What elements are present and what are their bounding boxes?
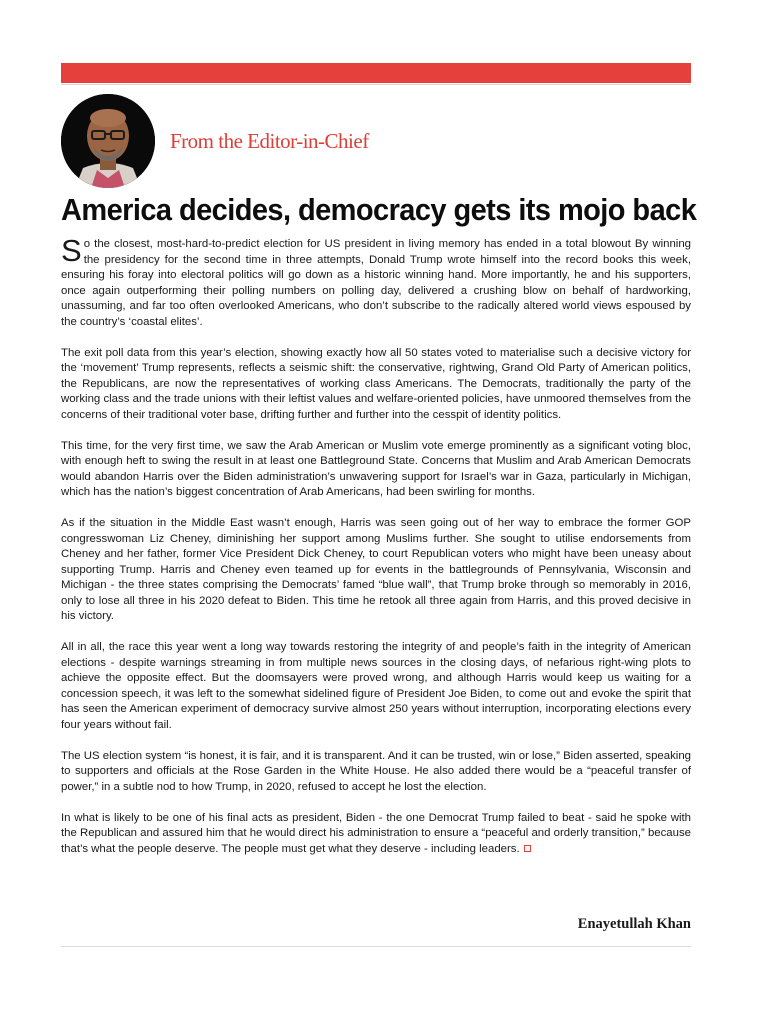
article-paragraph: The exit poll data from this year’s election, showing exactly how all 50 states voted to materialise such a decisive victory for the ‘movement’ Trump represents, reflects a seismic shift: the conservative, rightwing, Grand Old Party of American politics, the Republicans, are now the representatives of working class Americans. The Democrats, traditionally the party of the working class and the trade unions with their leftist values and welfare-oriented policies, have unmoored themselves from the concerns of their traditional voter base, drifting further and further into the cesspit of identity politics. <box>61 346 691 421</box>
header-divider <box>61 84 691 85</box>
article-paragraph <box>61 811 691 858</box>
article-paragraph: All in all, the race this year went a long way towards restoring the integrity of and people’s faith in the integrity of American elections - despite warnings streaming in from multiple news sources in the closing days, of nefarious right-wing plots to achieve the opposite effect. But the doomsayers were proved wrong, and although Harris would keep us waiting for a concession speech, it was left to the somewhat sidelined figure of President Joe Biden, to come out and evoke the spirit that has seen the American experiment of democracy survive almost 250 years without interruption, incorporating elections every four years without fail. <box>61 641 691 731</box>
article-paragraph: The US election system “is honest, it is fair, and it is transparent. And it can be trusted, win or lose,” Biden asserted, speaking to supporters and officials at the Rose Garden in the White House. He also added there would be a “peaceful transfer of power,” in a subtle nod to how Trump, in 2020, refused to accept he lost the election. <box>61 749 691 793</box>
editor-avatar <box>61 94 155 188</box>
editor-portrait-icon <box>61 94 155 188</box>
article-headline: America decides, democracy gets its mojo back <box>61 192 697 227</box>
end-mark-icon <box>524 845 531 852</box>
first-paragraph-text: o the closest, most-hard-to-predict election for US president in living memory has ended in a total blowout By winning the presidency for the second time in three attempts, Donald Trump wrote himself into the record books this week, ensuring his foray into electoral politics will go down as a historic winning hand. More importantly, he and his supporters, once again outperforming their polling numbers on polling day, delivered a crushing blow on behalf of hardworking, unassuming, and far too often overlooked Americans, who don’t subscribe to the radically altered world views espoused by the country’s ‘coastal elites’. <box>61 238 691 328</box>
header-color-bar <box>61 63 691 83</box>
drop-cap: S <box>61 233 82 268</box>
author-byline: Enayetullah Khan <box>577 916 691 932</box>
article-paragraph: As if the situation in the Middle East wasn’t enough, Harris was seen going out of her way to embrace the former GOP congresswoman Liz Cheney, diminishing her support among Muslims further. She sought to utilise endorsements from Cheney and her father, former Vice President Dick Cheney, to court Republican voters who might have been uneasy about supporting Trump. Harris and Cheney even teamed up for events in the battlegrounds of Pennsylvania, Wisconsin and Michigan - the three states comprising the Democrats’ famed “blue wall”, that Trump broke through so memorably in 2016, only to lose all three in his 2020 defeat to Biden. This time he retook all three again from Harris, and this proved decisive in his victory. <box>61 517 691 622</box>
article-paragraph: This time, for the very first time, we saw the Arab American or Muslim vote emerge prominently as a significant voting bloc, with enough heft to swing the result in at least one Battleground State. Concerns that Muslim and Arab American Democrats would abandon Harris over the Biden administration’s unwavering support for Israel’s war in Gaza, particularly in Michigan, which has the nation’s biggest concentration of Arab Americans, had been swirling for months. <box>61 439 691 498</box>
footer-divider <box>61 946 691 947</box>
section-label: From the Editor-in-Chief <box>170 129 369 153</box>
last-paragraph-text: In what is likely to be one of his final acts as president, Biden - the one Democrat Trump failed to beat - said he spoke with the Republican and assured him that he would direct his administration to ensure a “peaceful and orderly transition,” because that’s what the people deserve. The people must get what they deserve - including leaders. <box>61 811 692 855</box>
article-paragraph <box>61 233 691 330</box>
article-body <box>61 233 692 873</box>
